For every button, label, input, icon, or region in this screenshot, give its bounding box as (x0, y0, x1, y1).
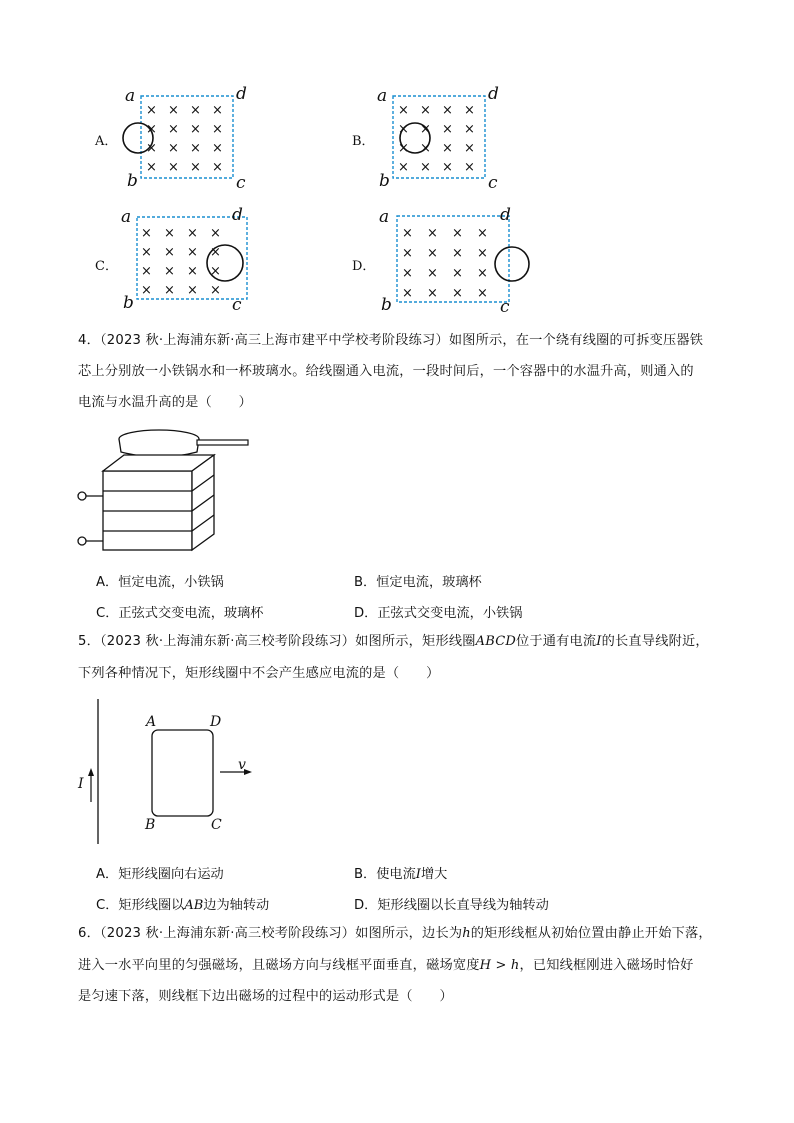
q5-option-b[interactable] (354, 863, 447, 882)
option-d-letter: D． (352, 259, 376, 274)
field-mark: × (210, 283, 221, 298)
field-mark: × (190, 103, 201, 118)
corner-label-c: c (500, 297, 510, 317)
field-mark: × (420, 141, 431, 156)
q4-option-d[interactable]: D．正弦式交变电流，小铁锅 (354, 606, 523, 621)
field-mark: × (464, 160, 475, 175)
field-mark: × (168, 141, 179, 156)
field-mark: × (464, 122, 475, 137)
field-mark: × (442, 160, 453, 175)
field-mark: × (442, 122, 453, 137)
field-mark: × (442, 141, 453, 156)
field-mark: × (420, 122, 431, 137)
q5-option-d[interactable]: D．矩形线圈以长直导线为轴转动 (354, 898, 549, 913)
q6-text-part: ，已知线框刚进入磁场时恰好 (519, 958, 694, 973)
field-mark: × (187, 264, 198, 279)
field-mark: × (168, 122, 179, 137)
question-5-line-1 (78, 627, 709, 657)
question-4-line-1: 4．（2023 秋·上海浦东新·高三上海市建平中学校考阶段练习）如图所示，在一个绕有线圈的可拆变压器铁 (78, 333, 704, 348)
field-mark: × (398, 141, 409, 156)
field-mark: × (398, 103, 409, 118)
field-mark: × (164, 245, 175, 260)
field-mark: × (464, 103, 475, 118)
field-mark: × (477, 246, 488, 261)
field-mark: × (146, 141, 157, 156)
q6-symbol-h: h (462, 926, 471, 941)
field-mark: × (420, 160, 431, 175)
field-mark: × (477, 226, 488, 241)
q6-text-part: 的矩形线框从初始位置由静止开始下落， (470, 926, 712, 941)
field-mark: × (146, 122, 157, 137)
field-mark: × (141, 245, 152, 260)
question-5-line-2: 下列各种情况下，矩形线圈中不会产生感应电流的是（ ） (78, 666, 440, 681)
q5-option-c-symbol: AB (184, 898, 204, 913)
corner-label-a: a (379, 207, 390, 227)
field-mark: × (141, 283, 152, 298)
field-mark: × (190, 122, 201, 137)
field-mark: × (146, 160, 157, 175)
field-mark: × (190, 141, 201, 156)
field-mark: × (442, 103, 453, 118)
vertex-d: D (210, 714, 222, 730)
velocity-label: v (238, 757, 246, 773)
q5-option-b-text: B．使电流 (354, 867, 416, 882)
corner-label-d: d (488, 84, 499, 104)
field-mark: × (168, 160, 179, 175)
corner-label-d: d (236, 84, 247, 104)
field-mark: × (427, 226, 438, 241)
field-mark: × (452, 226, 463, 241)
corner-label-c: c (488, 173, 498, 193)
q5-symbol-i: I (596, 634, 602, 649)
field-mark: × (141, 226, 152, 241)
q4-option-a[interactable]: A．恒定电流，小铁锅 (96, 575, 224, 590)
transformer-figure (74, 426, 258, 556)
corner-label-c: c (236, 173, 246, 193)
field-mark: × (427, 246, 438, 261)
field-mark: × (164, 283, 175, 298)
field-mark: × (402, 226, 413, 241)
field-mark: × (464, 141, 475, 156)
q5-text-part: 位于通有电流 (515, 634, 597, 649)
field-mark: × (187, 283, 198, 298)
q5-option-c-text: 边为轴转动 (203, 898, 270, 913)
field-mark: × (420, 103, 431, 118)
field-mark: × (212, 103, 223, 118)
corner-label-d: d (500, 205, 511, 225)
field-mark: × (190, 160, 201, 175)
current-label: I (78, 776, 84, 792)
corner-label-a: a (125, 86, 136, 106)
field-mark: × (477, 266, 488, 281)
field-mark: × (398, 160, 409, 175)
field-mark: × (402, 266, 413, 281)
q5-option-c-text: C．矩形线圈以 (96, 898, 185, 913)
corner-label-c: c (232, 295, 242, 315)
field-mark: × (427, 286, 438, 301)
q5-option-a[interactable]: A．矩形线圈向右运动 (96, 867, 224, 882)
field-mark: × (164, 226, 175, 241)
field-mark: × (146, 103, 157, 118)
q6-symbol-h-gt-h: H > h (479, 958, 520, 973)
field-mark: × (452, 286, 463, 301)
field-mark: × (210, 245, 221, 260)
option-b-letter: B． (352, 134, 375, 149)
q5-text-part: 5．（2023 秋·上海浦东新·高三校考阶段练习）如图所示，矩形线圈 (78, 634, 476, 649)
field-mark: × (452, 246, 463, 261)
vertex-b: B (145, 817, 156, 833)
q6-text-part: 6．（2023 秋·上海浦东新·高三校考阶段练习）如图所示，边长为 (78, 926, 463, 941)
q5-option-c[interactable] (96, 894, 269, 913)
field-mark: × (210, 226, 221, 241)
field-mark: × (212, 122, 223, 137)
field-mark: × (141, 264, 152, 279)
q5-option-b-symbol: I (415, 867, 421, 882)
field-mark: × (187, 226, 198, 241)
option-a-letter: A． (95, 134, 118, 149)
question-6-line-3: 是匀速下落，则线框下边出磁场的过程中的运动形式是（ ） (78, 989, 453, 1004)
field-mark: × (398, 122, 409, 137)
question-4-line-3: 电流与水温升高的是（ ） (78, 395, 253, 410)
corner-label-b: b (381, 295, 392, 315)
corner-label-b: b (127, 171, 138, 191)
field-mark: × (427, 266, 438, 281)
q6-text-part: 进入一水平向里的匀强磁场，且磁场方向与线框平面垂直，磁场宽度 (78, 958, 480, 973)
corner-label-d: d (232, 205, 243, 225)
field-mark: × (477, 286, 488, 301)
field-mark: × (212, 160, 223, 175)
field-mark: × (168, 103, 179, 118)
field-mark: × (452, 266, 463, 281)
q5-text-part: 的长直导线附近， (601, 634, 709, 649)
corner-label-b: b (379, 171, 390, 191)
corner-label-b: b (123, 293, 134, 313)
field-mark: × (210, 264, 221, 279)
q5-option-b-text: 增大 (420, 867, 448, 882)
field-mark: × (164, 264, 175, 279)
vertex-c: C (211, 817, 222, 833)
vertex-a: A (146, 714, 157, 730)
question-6-line-2 (78, 951, 694, 981)
q5-symbol-abcd: ABCD (475, 634, 516, 649)
option-c-letter: C． (95, 259, 118, 274)
field-mark: × (187, 245, 198, 260)
field-mark: × (212, 141, 223, 156)
corner-label-a: a (121, 207, 132, 227)
corner-label-a: a (377, 86, 388, 106)
field-mark: × (402, 286, 413, 301)
wire-loop-figure (84, 696, 264, 848)
question-6-line-1 (78, 919, 712, 949)
q4-option-b[interactable]: B．恒定电流，玻璃杯 (354, 575, 482, 590)
q4-option-c[interactable]: C．正弦式交变电流，玻璃杯 (96, 606, 264, 621)
field-mark: × (402, 246, 413, 261)
question-4-line-2: 芯上分别放一小铁锅水和一杯玻璃水。给线圈通入电流，一段时间后，一个容器中的水温升高，则通入的 (78, 364, 694, 379)
